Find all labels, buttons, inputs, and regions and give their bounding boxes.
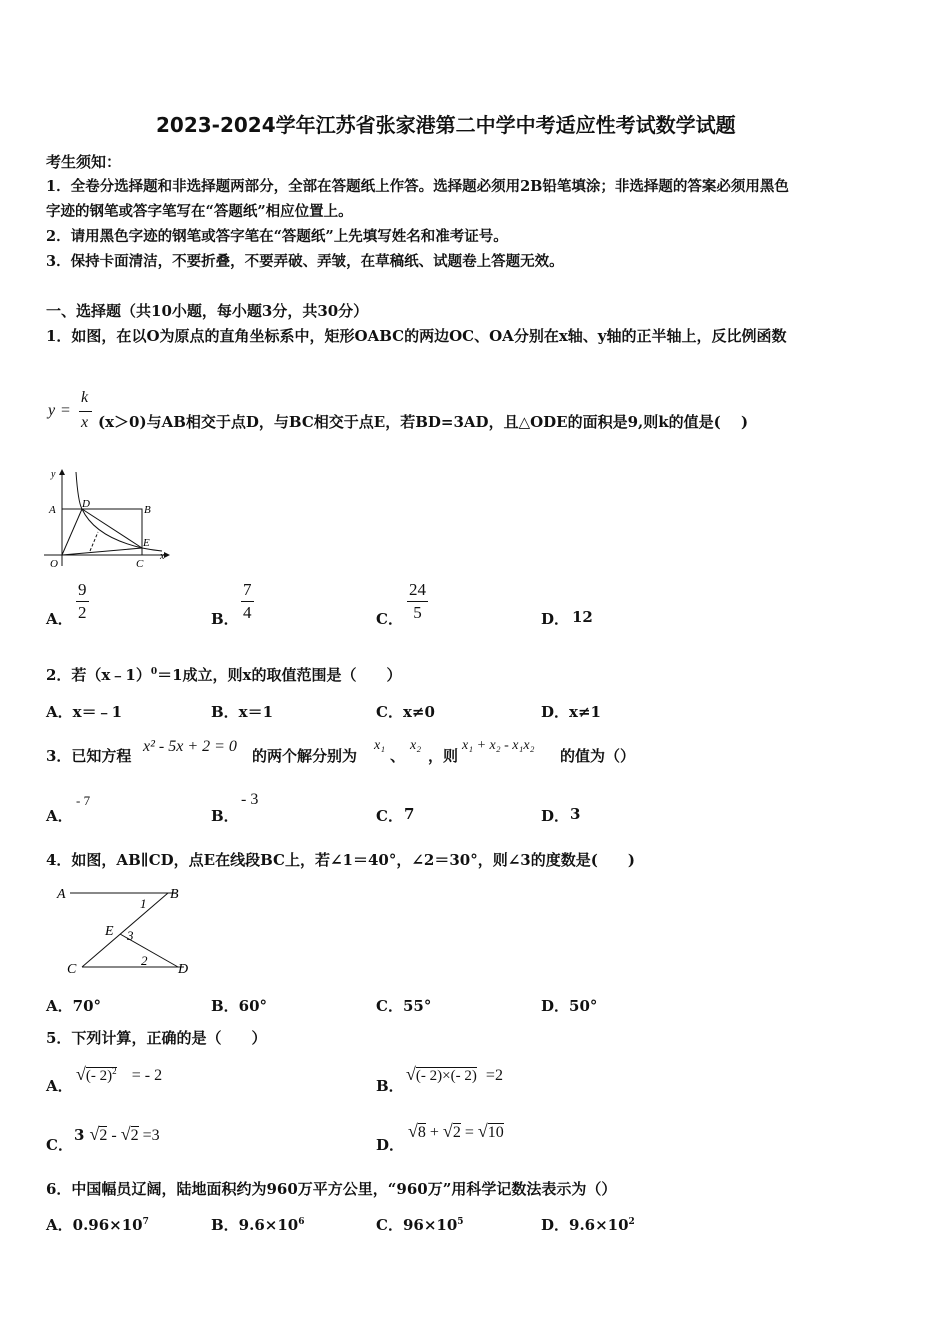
q1-option-b-frac	[241, 580, 254, 623]
q1-func-bar	[79, 411, 92, 412]
q3-x2: x₂	[410, 738, 422, 753]
q1-stem-line1: 1．如图，在以O为原点的直角坐标系中，矩形OABC的两边OC、OA分别在x轴、y轴的正半轴上，反比例函数	[46, 327, 787, 345]
q1-option-d-text: 12	[572, 608, 593, 626]
q5-option-b-letter: B．	[376, 1077, 404, 1095]
q1-label-o: O	[50, 558, 58, 570]
q2-option-d: D．x≠1	[541, 703, 601, 721]
q1-func-x: x	[81, 414, 89, 431]
q1-option-c-frac	[407, 580, 428, 623]
q2-option-b: B．x＝1	[211, 703, 274, 721]
q5-option-a-letter: A．	[46, 1077, 73, 1095]
q3-option-c-letter: C．	[376, 807, 403, 825]
q1-option-a-bar	[76, 601, 89, 602]
q2-stem-sup: 0	[150, 667, 158, 677]
q5-option-c-r2: 2	[130, 1127, 139, 1144]
q3-option-c-text: 7	[404, 805, 415, 823]
q1-option-b-num: 7	[243, 580, 252, 599]
q1-label-x: x	[160, 551, 165, 562]
q1-option-d-letter: D．	[541, 610, 570, 628]
q5-option-c-mid: -	[107, 1127, 121, 1144]
q4-label-a: A	[57, 887, 66, 902]
q1-label-e: E	[143, 537, 150, 549]
q3-option-d-text: 3	[570, 805, 581, 823]
q2-option-c: C．x≠0	[376, 703, 435, 721]
q6-option-b	[211, 1214, 304, 1235]
q6-option-c	[376, 1214, 464, 1235]
q6-option-b-exp: 6	[298, 1217, 305, 1227]
notice-item-1a: 1．全卷分选择题和非选择题两部分，全部在答题纸上作答。选择题必须用2B铅笔填涂；非选择题的答案必须用黑色	[46, 178, 789, 195]
notice-item-1b: 字迹的钢笔或答字笔写在“答题纸”相应位置上。	[46, 203, 353, 220]
q1-figure	[40, 462, 175, 572]
q1-func-y: y	[48, 402, 56, 419]
q5-option-b-expr	[406, 1064, 503, 1085]
q6-option-d-exp: 2	[628, 1217, 635, 1227]
q3-option-a-letter: A．	[46, 807, 73, 825]
q4-option-b: B．60°	[211, 997, 268, 1015]
q5-option-a-expr	[76, 1064, 162, 1085]
q1-label-c: C	[136, 558, 144, 570]
q4-figure	[52, 880, 202, 978]
q3-separator: 、	[390, 747, 406, 765]
q5-option-d-r1: 8	[417, 1124, 426, 1141]
q1-func-eq: =	[61, 402, 71, 419]
q1-option-c-bar	[407, 601, 428, 602]
notice-item-2: 2．请用黑色字迹的钢笔或答字笔在“答题纸”上先填写姓名和准考证号。	[46, 228, 508, 245]
q3-stem-d: 的值为（）	[560, 747, 636, 765]
q4-label-c: C	[67, 962, 77, 977]
q5-option-a-radicand	[86, 1067, 117, 1084]
q5-option-c-coef: 3	[74, 1126, 85, 1144]
q3-stem-b: 的两个解分别为	[252, 747, 358, 765]
q5-option-a-radical-icon: √	[76, 1064, 86, 1084]
q1-option-a-den: 2	[78, 603, 87, 622]
q5-option-d-expr	[408, 1121, 504, 1142]
q1-stem-line2: (x＞0)与AB相交于点D，与BC相交于点E，若BD=3AD，且△ODE的面积是9,则k的值是( )	[98, 413, 749, 431]
notice-item-3: 3．保持卡面清洁，不要折叠，不要弄破、弄皱，在草稿纸、试题卷上答题无效。	[46, 253, 564, 270]
q2-stem	[46, 666, 401, 684]
q5-option-b-rest: =2	[485, 1067, 503, 1084]
q3-stem-c: ，则	[428, 747, 459, 765]
q4-stem: 4．如图，AB∥CD，点E在线段BC上，若∠1＝40°，∠2＝30°，则∠3的度数是( )	[46, 851, 635, 869]
q5-option-d-eq: =	[460, 1124, 478, 1141]
q1-label-a: A	[49, 504, 56, 516]
q5-option-b-rad: (- 2)×(- 2)	[415, 1068, 477, 1084]
q4-label-e: E	[105, 924, 114, 939]
q5-option-a-sup: 2	[112, 1066, 117, 1076]
q4-label-2: 2	[141, 953, 148, 968]
q1-label-y: y	[51, 469, 56, 480]
q6-option-a	[46, 1214, 149, 1235]
q1-option-a-num: 9	[78, 580, 87, 599]
q1-func-k: k	[81, 389, 89, 406]
q5-option-c-expr	[74, 1124, 160, 1145]
q1-option-c-den: 5	[413, 603, 422, 622]
q5-option-c-radical-icon-2: √	[120, 1124, 131, 1144]
q5-option-c-r1: 2	[99, 1127, 108, 1144]
q6-option-b-base: B．9.6×10	[211, 1216, 299, 1234]
q3-option-d-letter: D．	[541, 807, 570, 825]
q1-label-b: B	[144, 504, 151, 516]
q5-option-d-radical-icon-1: √	[408, 1121, 418, 1141]
q1-label-d: D	[82, 498, 90, 510]
q3-x1: x₁	[374, 738, 386, 753]
q1-option-b-bar	[241, 601, 254, 602]
q3-option-b-letter: B．	[211, 807, 239, 825]
q4-option-c: C．55°	[376, 997, 432, 1015]
q5-option-c-radical-icon-1: √	[89, 1124, 100, 1144]
q6-option-d-base: D．9.6×10	[541, 1216, 629, 1234]
q1-option-c-letter: C．	[376, 610, 403, 628]
section-heading: 一、选择题（共10小题，每小题3分，共30分）	[46, 302, 369, 320]
q1-option-a-frac	[76, 580, 89, 623]
q6-stem: 6．中国幅员辽阔，陆地面积约为960万平方公里，“960万”用科学记数法表示为（）	[46, 1180, 617, 1198]
q4-label-3: 3	[127, 928, 134, 943]
q4-option-d: D．50°	[541, 997, 598, 1015]
page-title: 2023-2024学年江苏省张家港第二中学中考适应性考试数学试题	[156, 113, 736, 137]
q5-option-d-letter: D．	[376, 1136, 405, 1154]
q5-option-d-radical-icon-2: √	[442, 1121, 453, 1141]
q4-label-d: D	[178, 962, 189, 977]
q1-option-a-letter: A．	[46, 610, 73, 628]
notice-heading: 考生须知：	[46, 153, 122, 171]
q2-stem-a: 2．若（x﹣1）	[46, 666, 151, 684]
q5-option-c-rest: =3	[138, 1127, 160, 1144]
q5-option-c-letter: C．	[46, 1136, 73, 1154]
q5-option-a-rad: (- 2)	[85, 1068, 113, 1084]
q5-option-d-mid: +	[425, 1124, 443, 1141]
q6-option-c-base: C．96×10	[376, 1216, 458, 1234]
q1-option-b-den: 4	[243, 603, 252, 622]
q5-stem: 5．下列计算，正确的是（ ）	[46, 1029, 267, 1047]
q4-option-a: A．70°	[46, 997, 102, 1015]
q3-equation: x² - 5x + 2 = 0	[143, 738, 237, 755]
q2-option-a: A．x＝﹣1	[46, 703, 123, 721]
q4-label-b: B	[170, 887, 179, 902]
q3-stem-a: 3．已知方程	[46, 747, 132, 765]
q3-option-b-text: - 3	[241, 791, 259, 808]
q1-option-b-letter: B．	[211, 610, 239, 628]
q3-option-a-text: - 7	[76, 793, 91, 808]
q5-option-b-radical-icon: √	[406, 1064, 416, 1084]
q5-option-a-rest: = - 2	[131, 1067, 163, 1084]
q1-option-c-num: 24	[409, 580, 426, 599]
q4-label-1: 1	[140, 896, 147, 911]
q6-option-d	[541, 1214, 635, 1235]
q6-option-a-exp: 7	[142, 1217, 149, 1227]
q6-option-a-base: A．0.96×10	[46, 1216, 143, 1234]
q2-stem-b: ＝1成立，则x的取值范围是（ ）	[157, 666, 402, 684]
q3-expression: x₁ + x₂ - x₁x₂	[462, 738, 535, 753]
q5-option-d-radical-icon-3: √	[477, 1121, 488, 1141]
q5-option-d-r3: 10	[487, 1124, 504, 1141]
q5-option-d-r2: 2	[452, 1124, 461, 1141]
q6-option-c-exp: 5	[457, 1217, 464, 1227]
